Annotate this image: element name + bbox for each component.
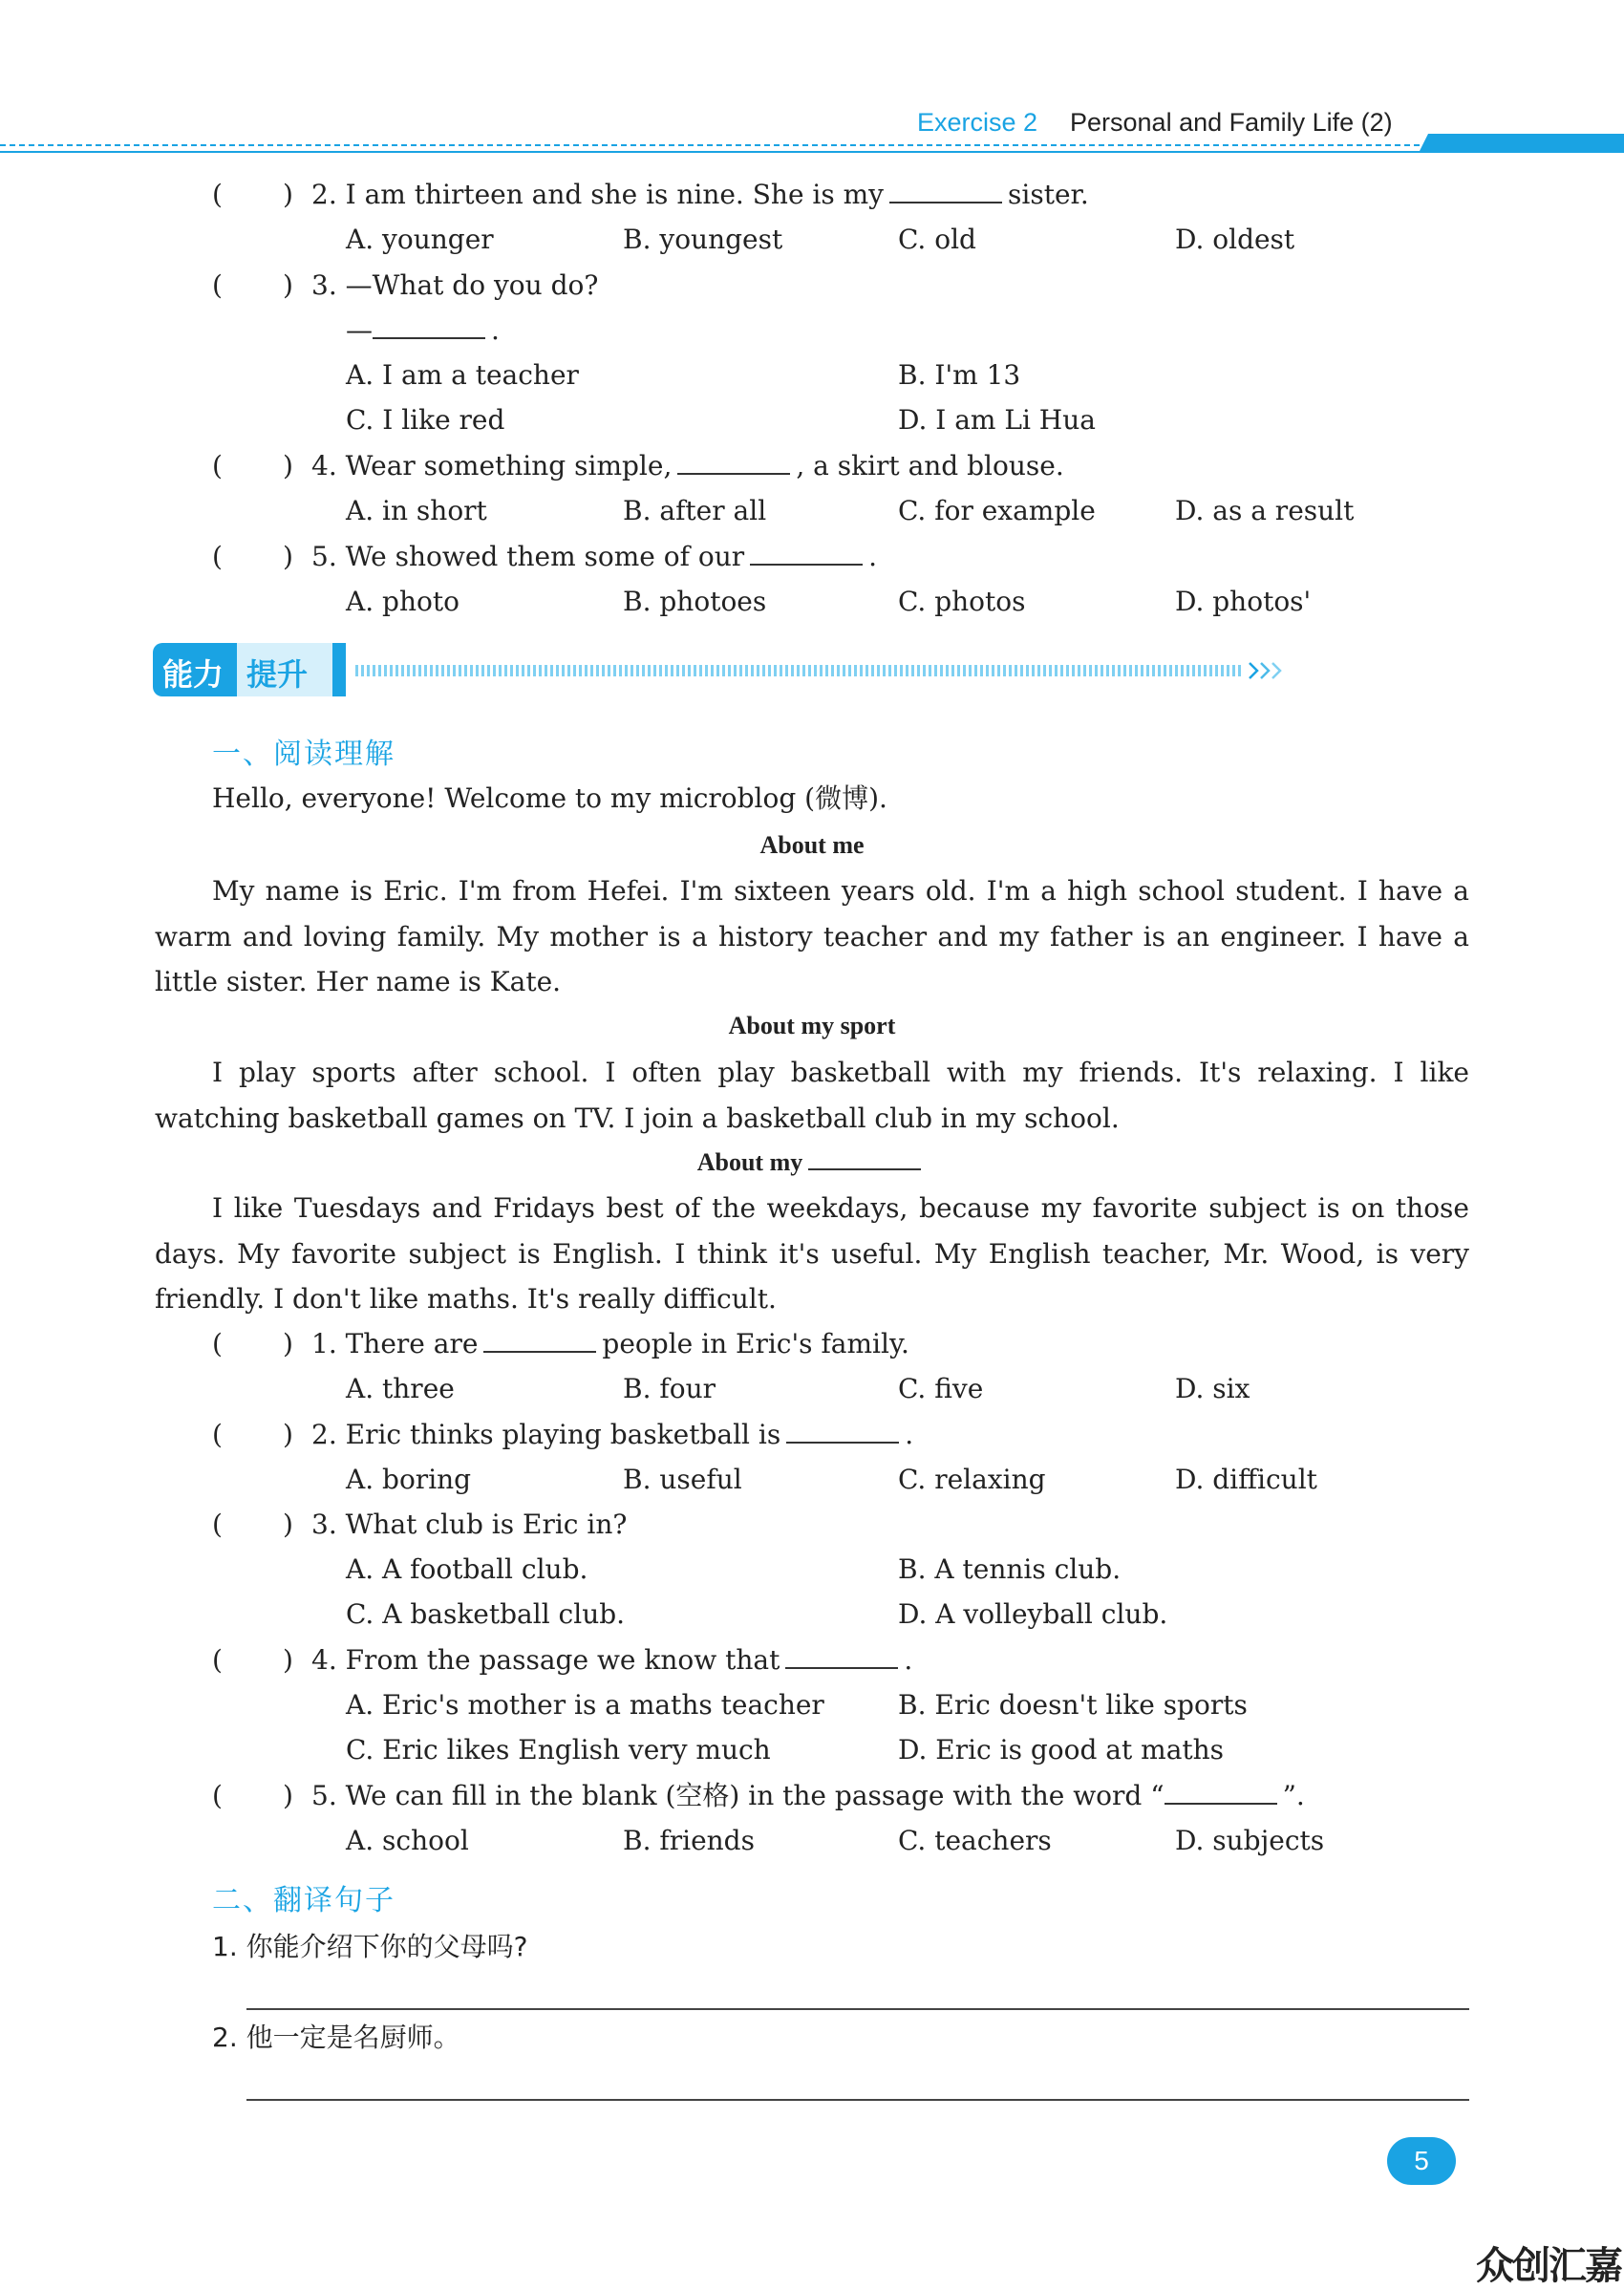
option-c[interactable]: C. relaxing [898,1464,1046,1495]
option-d[interactable]: D. subjects [1175,1825,1325,1856]
option-d[interactable]: D. difficult [1175,1464,1317,1495]
paragraph-about-sport: I play sports after school. I often play basketball with my friends. It's relaxing. I like watching basketball games on TV. I join a basketball club in my school. [155,1057,1469,1134]
option-b[interactable]: B. after all [623,495,767,526]
heading-about-blank: About my [0,1146,1624,1179]
section-title-reading: 一、阅读理解 [212,738,395,771]
option-a[interactable]: A. boring [346,1464,472,1495]
answer-paren[interactable]: ) [283,450,293,482]
blank[interactable] [483,1328,596,1353]
answer-paren[interactable]: ) [283,269,293,301]
banner-dotted-rule [355,659,1292,682]
answer-paren[interactable]: ) [283,1509,293,1540]
blank[interactable] [373,314,485,339]
answer-paren[interactable]: ) [283,541,293,572]
blank[interactable] [808,1149,921,1170]
option-b[interactable]: B. friends [623,1825,755,1856]
option-b[interactable]: B. I'm 13 [898,359,1021,391]
option-a[interactable]: A. younger [346,224,494,255]
banner-left-text: 能力 [162,656,224,693]
option-c[interactable]: C. I like red [346,404,505,436]
heading-about-me: About me [759,831,865,859]
option-b[interactable]: B. A tennis club. [898,1553,1122,1585]
option-d[interactable]: D. A volleyball club. [898,1598,1168,1630]
answer-paren[interactable]: ) [283,1419,293,1450]
paragraph-about-subject: I like Tuesdays and Fridays best of the weekdays, because my favorite subject is on those days. My favorite subject is English. I think it's useful. My English teacher, Mr. Wood, is very friendly. I don't like maths. It's really difficult. [155,1192,1469,1315]
blank[interactable] [750,541,863,566]
blank[interactable] [677,450,790,475]
translation-item-2: 2. 他一定是名厨师。 [212,2022,460,2053]
option-b[interactable]: B. useful [623,1464,742,1495]
option-c[interactable]: C. photos [898,586,1026,617]
option-c[interactable]: C. teachers [898,1825,1052,1856]
option-a[interactable]: A. three [346,1373,455,1404]
blank[interactable] [786,1419,899,1444]
option-b[interactable]: B. youngest [623,224,783,255]
option-c[interactable]: C. old [898,224,976,255]
option-c[interactable]: C. Eric likes English very much [346,1734,771,1766]
option-a[interactable]: A. school [346,1825,469,1856]
page-number-badge [1387,2137,1456,2185]
paragraph-about-me: My name is Eric. I'm from Hefei. I'm sixteen years old. I'm a high school student. I have a warm and loving family. My mother is a history teacher and my father is an engineer. I have a little sister. Her name is Kate. [155,875,1469,997]
option-a[interactable]: A. photo [346,586,459,617]
option-b[interactable]: B. Eric doesn't like sports [898,1689,1248,1721]
option-d[interactable]: D. Eric is good at maths [898,1734,1225,1766]
option-d[interactable]: D. oldest [1175,224,1295,255]
option-a[interactable]: A. I am a teacher [346,359,579,391]
option-d[interactable]: D. I am Li Hua [898,404,1096,436]
header-title: Personal and Family Life (2) [1070,108,1393,137]
option-a[interactable]: A. in short [346,495,487,526]
option-d[interactable]: D. as a result [1175,495,1355,526]
option-c[interactable]: C. A basketball club. [346,1598,626,1630]
blank[interactable] [785,1644,898,1669]
blank[interactable] [1165,1780,1277,1805]
answer-paren[interactable]: ) [283,1644,293,1676]
exercise-label: Exercise 2 [917,108,1038,137]
option-c[interactable]: C. for example [898,495,1096,526]
banner-right-text: 提升 [246,656,309,693]
intro-line: Hello, everyone! Welcome to my microblog (微博). [212,782,887,814]
answer-paren[interactable]: ) [283,179,293,210]
answer-line-1[interactable] [246,2008,1469,2010]
translation-item-1: 1. 你能介绍下你的父母吗? [212,1931,528,1962]
answer-line-2[interactable] [246,2099,1469,2101]
section-title-translation: 二、翻译句子 [212,1884,395,1917]
option-a[interactable]: A. A football club. [346,1553,588,1585]
blank[interactable] [889,179,1002,203]
option-a[interactable]: A. Eric's mother is a maths teacher [346,1689,824,1721]
heading-about-sport: About my sport [728,1012,896,1039]
answer-paren[interactable]: ) [283,1328,293,1359]
option-b[interactable]: B. four [623,1373,716,1404]
page-number: 5 [1414,2146,1429,2175]
option-d[interactable]: D. photos' [1175,586,1312,617]
option-d[interactable]: D. six [1175,1373,1250,1404]
option-b[interactable]: B. photoes [623,586,767,617]
answer-paren[interactable]: ) [283,1780,293,1811]
header-rule [0,134,1624,162]
watermark: 众创汇嘉 [1476,2244,1621,2288]
option-c[interactable]: C. five [898,1373,984,1404]
